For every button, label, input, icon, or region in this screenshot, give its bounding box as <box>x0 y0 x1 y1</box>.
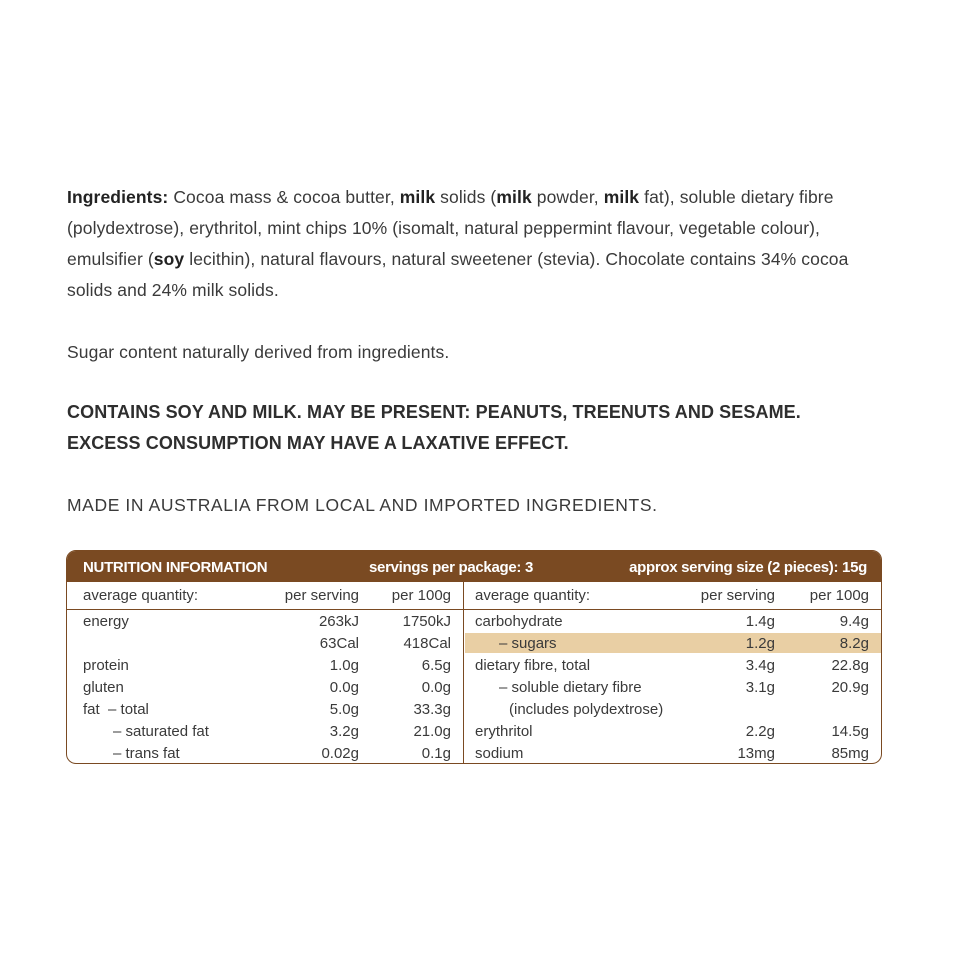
nutrient-label: (includes polydextrose) <box>509 701 664 718</box>
nutrient-serving: 1.0g <box>329 657 359 674</box>
nutrient-label: – saturated fat <box>113 723 209 740</box>
allergen-soy: soy <box>153 249 185 269</box>
col-header-100g-right: per 100g <box>809 587 869 604</box>
nutrient-serving: 3.2g <box>329 723 359 740</box>
nutrient-label: carbohydrate <box>475 613 563 630</box>
nutrient-per100: 0.0g <box>421 679 451 696</box>
nutrition-header <box>67 551 881 582</box>
ingredients-paragraph <box>67 182 897 306</box>
nutrition-title: NUTRITION INFORMATION <box>83 559 268 576</box>
nutrient-label: energy <box>83 613 129 630</box>
nutrient-label: – trans fat <box>113 745 180 762</box>
col-header-average-right: average quantity: <box>475 587 591 604</box>
header-divider <box>67 609 881 610</box>
nutrient-serving: 3.1g <box>745 679 775 696</box>
nutrient-per100: 9.4g <box>839 613 869 630</box>
col-header-average-left: average quantity: <box>83 587 199 604</box>
nutrient-label: dietary fibre, total <box>475 657 591 674</box>
nutrient-per100: 22.8g <box>831 657 869 674</box>
ingredients-text: fat), soluble dietary fibre (polydextrose), erythritol, mint chips 10% (isomalt, natural peppermint flavour, vegetable colour), emulsifier ( <box>67 187 834 269</box>
nutrient-serving: 13mg <box>737 745 775 762</box>
col-header-100g-left: per 100g <box>391 587 451 604</box>
nutrient-per100: 6.5g <box>421 657 451 674</box>
col-header-serving-right: per serving <box>700 587 775 604</box>
nutrition-panel <box>66 550 882 764</box>
nutrient-serving: 2.2g <box>745 723 775 740</box>
nutrient-per100: 85mg <box>831 745 869 762</box>
nutrient-serving: 0.0g <box>329 679 359 696</box>
nutrient-per100: 418Cal <box>403 635 451 652</box>
nutrient-per100: 8.2g <box>839 635 869 652</box>
nutrient-serving: 63Cal <box>319 635 359 652</box>
allergen-milk: milk <box>603 187 640 207</box>
nutrient-label: gluten <box>83 679 124 696</box>
nutrient-label: protein <box>83 657 129 674</box>
ingredients-text: solids ( <box>435 187 497 207</box>
nutrient-per100: 21.0g <box>413 723 451 740</box>
allergen-milk: milk <box>399 187 436 207</box>
servings-per-package: servings per package: 3 <box>369 559 534 576</box>
nutrient-per100: 1750kJ <box>402 613 451 630</box>
nutrient-label: erythritol <box>475 723 533 740</box>
col-header-serving-left: per serving <box>284 587 359 604</box>
nutrient-serving: 0.02g <box>321 745 359 762</box>
ingredients-label: Ingredients: <box>67 187 169 207</box>
nutrient-serving: 263kJ <box>318 613 359 630</box>
warning-line-1: CONTAINS SOY AND MILK. MAY BE PRESENT: PEANUTS, TREENUTS AND SESAME. <box>67 402 801 422</box>
ingredients-text: Cocoa mass & cocoa butter, <box>168 187 400 207</box>
nutrient-serving: 3.4g <box>745 657 775 674</box>
nutrient-per100: 33.3g <box>413 701 451 718</box>
column-headers <box>67 585 881 607</box>
nutrient-serving: 1.4g <box>745 613 775 630</box>
nutrient-per100: 0.1g <box>421 745 451 762</box>
nutrient-per100: 20.9g <box>831 679 869 696</box>
nutrient-per100: 14.5g <box>831 723 869 740</box>
ingredients-text: powder, <box>531 187 604 207</box>
ingredients-text: lecithin), natural flavours, natural sweetener (stevia). Chocolate contains 34% cocoa solids and 24% milk solids. <box>67 249 849 300</box>
sugar-note: Sugar content naturally derived from ingredients. <box>67 342 450 362</box>
nutrient-label: – soluble dietary fibre <box>499 679 642 696</box>
allergen-warnings <box>67 397 897 459</box>
serving-size: approx serving size (2 pieces): 15g <box>629 559 867 576</box>
nutrient-serving: 1.2g <box>745 635 775 652</box>
nutrient-label: – sugars <box>499 635 557 652</box>
nutrient-label: sodium <box>475 745 524 762</box>
allergen-milk: milk <box>496 187 532 207</box>
warning-line-2: EXCESS CONSUMPTION MAY HAVE A LAXATIVE EFFECT. <box>67 433 569 453</box>
nutrient-serving: 5.0g <box>329 701 359 718</box>
column-divider <box>463 582 464 763</box>
nutrient-label: fat – total <box>83 701 149 718</box>
origin-statement: MADE IN AUSTRALIA FROM LOCAL AND IMPORTED INGREDIENTS. <box>67 495 658 515</box>
